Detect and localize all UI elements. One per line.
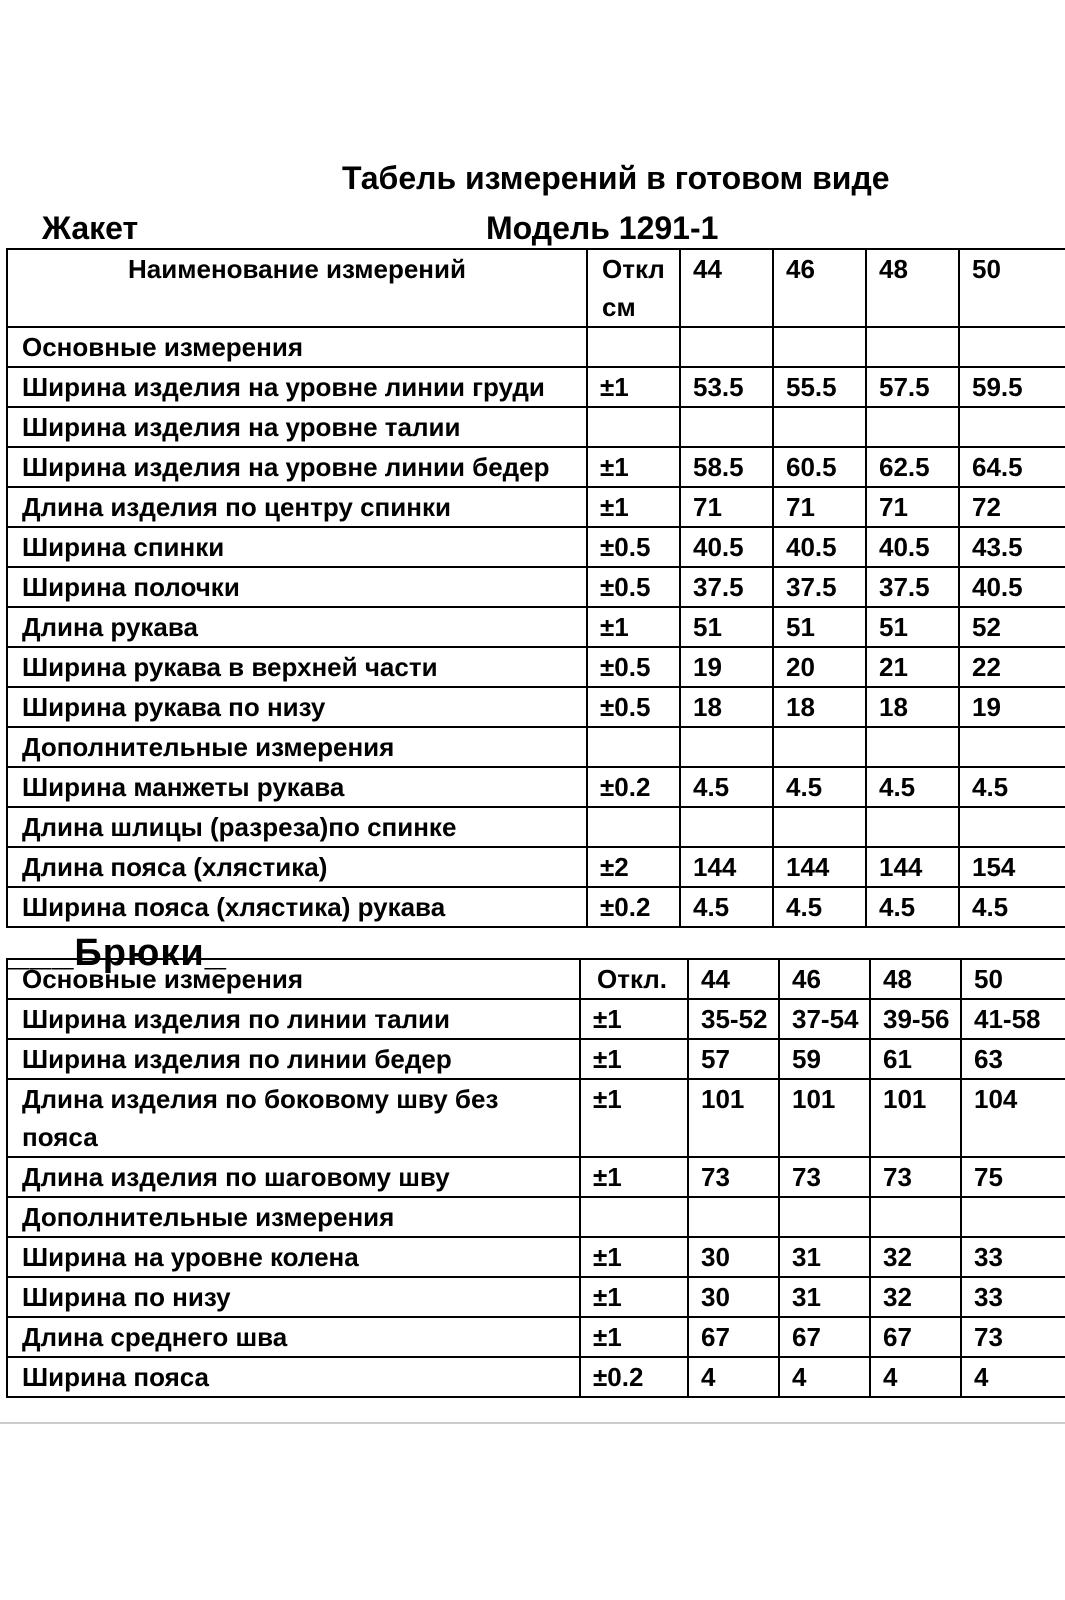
tolerance-cell: ±1 — [580, 1317, 688, 1357]
measurement-name-cell: Ширина изделия по линии талии — [7, 999, 580, 1039]
size-50-cell: 19 — [959, 687, 1065, 727]
size-46-cell — [773, 407, 866, 447]
table-row — [7, 327, 1065, 367]
size-44-cell: 4.5 — [680, 887, 773, 927]
size-46-cell: 31 — [779, 1277, 870, 1317]
table-row — [7, 487, 1065, 527]
column-header-name: Основные измерения — [7, 959, 580, 999]
measurement-name-cell: Ширина рукава по низу — [7, 687, 587, 727]
size-44-cell: 35-52 — [688, 999, 779, 1039]
size-46-cell: 37-54 — [779, 999, 870, 1039]
measurement-name-cell: Длина среднего шва — [7, 1317, 580, 1357]
table-row — [7, 687, 1065, 727]
size-46-cell: 4 — [779, 1357, 870, 1397]
column-header-size-50: 50 — [959, 249, 1065, 327]
size-48-cell: 18 — [866, 687, 959, 727]
size-48-cell — [866, 407, 959, 447]
measurement-name-cell: Дополнительные измерения — [7, 727, 587, 767]
tolerance-cell: ±1 — [580, 999, 688, 1039]
size-44-cell: 101 — [688, 1079, 779, 1157]
table-row — [7, 1237, 1065, 1277]
measurement-name-cell: Длина изделия по шаговому шву — [7, 1157, 580, 1197]
size-48-cell: 67 — [870, 1317, 961, 1357]
size-46-cell: 37.5 — [773, 567, 866, 607]
tolerance-cell: ±0.2 — [580, 1357, 688, 1397]
column-header-size-44: 44 — [680, 249, 773, 327]
size-50-cell: 41-58 — [961, 999, 1065, 1039]
measurement-name-cell: Ширина рукава в верхней части — [7, 647, 587, 687]
size-44-cell — [680, 407, 773, 447]
size-50-cell: 4 — [961, 1357, 1065, 1397]
tolerance-cell — [587, 807, 680, 847]
size-50-cell: 40.5 — [959, 567, 1065, 607]
tolerance-cell: ±1 — [580, 1277, 688, 1317]
size-44-cell: 57 — [688, 1039, 779, 1079]
measurement-name-cell: Ширина изделия на уровне линии груди — [7, 367, 587, 407]
table-row — [7, 1079, 1065, 1157]
table-header-row — [7, 959, 1065, 999]
tolerance-cell: ±0.2 — [587, 767, 680, 807]
size-46-cell: 55.5 — [773, 367, 866, 407]
size-44-cell: 4 — [688, 1357, 779, 1397]
size-44-cell: 53.5 — [680, 367, 773, 407]
size-44-cell: 58.5 — [680, 447, 773, 487]
size-44-cell: 51 — [680, 607, 773, 647]
size-44-cell: 4.5 — [680, 767, 773, 807]
table-row — [7, 527, 1065, 567]
size-50-cell: 154 — [959, 847, 1065, 887]
size-48-cell: 101 — [870, 1079, 961, 1157]
size-50-cell — [959, 327, 1065, 367]
measurement-name-cell: Длина пояса (хлястика) — [7, 847, 587, 887]
measurement-name-cell: Ширина по низу — [7, 1277, 580, 1317]
table-row — [7, 607, 1065, 647]
measurement-name-cell: Ширина изделия на уровне талии — [7, 407, 587, 447]
measurement-name-cell: Ширина спинки — [7, 527, 587, 567]
size-48-cell: 32 — [870, 1237, 961, 1277]
table-row — [7, 1357, 1065, 1397]
model-label: Модель 1291-1 — [486, 210, 719, 246]
tolerance-cell: ±0.5 — [587, 647, 680, 687]
size-48-cell: 144 — [866, 847, 959, 887]
size-48-cell: 4.5 — [866, 767, 959, 807]
size-48-cell: 21 — [866, 647, 959, 687]
size-50-cell: 63 — [961, 1039, 1065, 1079]
size-50-cell: 4.5 — [959, 887, 1065, 927]
size-46-cell: 18 — [773, 687, 866, 727]
trousers-measurement-table — [6, 958, 1065, 1398]
table-row — [7, 1197, 1065, 1237]
measurement-name-cell: Дополнительные измерения — [7, 1197, 580, 1237]
column-header-size-44: 44 — [688, 959, 779, 999]
tolerance-cell — [587, 727, 680, 767]
size-50-cell: 33 — [961, 1237, 1065, 1277]
table-row — [7, 1317, 1065, 1357]
size-46-cell: 73 — [779, 1157, 870, 1197]
measurement-name-cell: Основные измерения — [7, 327, 587, 367]
size-50-cell: 33 — [961, 1277, 1065, 1317]
tolerance-cell: ±1 — [580, 1157, 688, 1197]
size-48-cell: 4 — [870, 1357, 961, 1397]
table-row — [7, 1277, 1065, 1317]
tolerance-cell: ±0.5 — [587, 687, 680, 727]
size-50-cell — [959, 727, 1065, 767]
size-44-cell: 67 — [688, 1317, 779, 1357]
size-48-cell: 73 — [870, 1157, 961, 1197]
size-46-cell — [773, 327, 866, 367]
tolerance-cell: ±1 — [587, 447, 680, 487]
jacket-measurement-table — [6, 248, 1065, 928]
size-46-cell: 101 — [779, 1079, 870, 1157]
tolerance-cell: ±1 — [580, 1079, 688, 1157]
size-50-cell — [959, 407, 1065, 447]
size-48-cell: 40.5 — [866, 527, 959, 567]
size-46-cell: 51 — [773, 607, 866, 647]
size-46-cell: 59 — [779, 1039, 870, 1079]
size-44-cell — [680, 327, 773, 367]
measurement-name-cell: Ширина изделия по линии бедер — [7, 1039, 580, 1079]
tolerance-cell — [580, 1197, 688, 1237]
tolerance-cell — [587, 327, 680, 367]
tolerance-cell: ±1 — [587, 367, 680, 407]
size-44-cell — [688, 1197, 779, 1237]
tolerance-cell: ±1 — [580, 1237, 688, 1277]
size-44-cell: 144 — [680, 847, 773, 887]
column-header-size-46: 46 — [779, 959, 870, 999]
tolerance-cell: ±1 — [587, 487, 680, 527]
size-48-cell: 61 — [870, 1039, 961, 1079]
size-48-cell — [866, 327, 959, 367]
size-44-cell: 73 — [688, 1157, 779, 1197]
size-48-cell — [870, 1197, 961, 1237]
column-header-name: Наименование измерений — [7, 249, 587, 327]
tolerance-cell — [587, 407, 680, 447]
size-50-cell: 52 — [959, 607, 1065, 647]
size-44-cell: 18 — [680, 687, 773, 727]
size-46-cell: 67 — [779, 1317, 870, 1357]
size-44-cell: 19 — [680, 647, 773, 687]
tolerance-cell: ±0.5 — [587, 527, 680, 567]
measurement-name-cell: Ширина на уровне колена — [7, 1237, 580, 1277]
size-48-cell: 32 — [870, 1277, 961, 1317]
size-50-cell — [959, 807, 1065, 847]
size-46-cell: 4.5 — [773, 767, 866, 807]
measurement-name-cell: Ширина манжеты рукава — [7, 767, 587, 807]
column-header-size-50: 50 — [961, 959, 1065, 999]
size-46-cell: 40.5 — [773, 527, 866, 567]
size-44-cell: 30 — [688, 1237, 779, 1277]
size-48-cell: 51 — [866, 607, 959, 647]
column-header-tolerance: Откл см — [587, 249, 680, 327]
size-48-cell — [866, 727, 959, 767]
page-title: Табель измерений в готовом виде — [342, 160, 890, 196]
size-48-cell: 4.5 — [866, 887, 959, 927]
trousers-label: ___Брюки_ — [8, 932, 227, 974]
size-48-cell: 37.5 — [866, 567, 959, 607]
size-44-cell — [680, 727, 773, 767]
measurement-name-cell: Ширина пояса (хлястика) рукава — [7, 887, 587, 927]
size-46-cell: 4.5 — [773, 887, 866, 927]
measurement-name-cell: Ширина изделия на уровне линии бедер — [7, 447, 587, 487]
measurement-name-cell: Длина рукава — [7, 607, 587, 647]
table-row — [7, 767, 1065, 807]
measurement-name-cell: Длина изделия по боковому шву без пояса — [7, 1079, 580, 1157]
size-50-cell: 43.5 — [959, 527, 1065, 567]
size-50-cell: 104 — [961, 1079, 1065, 1157]
table-row — [7, 1157, 1065, 1197]
table-row — [7, 887, 1065, 927]
measurement-name-cell: Ширина пояса — [7, 1357, 580, 1397]
size-44-cell: 71 — [680, 487, 773, 527]
size-50-cell: 59.5 — [959, 367, 1065, 407]
table-row — [7, 407, 1065, 447]
garment-label: Жакет — [42, 210, 139, 246]
table-row — [7, 447, 1065, 487]
column-header-size-48: 48 — [870, 959, 961, 999]
size-48-cell: 39-56 — [870, 999, 961, 1039]
size-44-cell — [680, 807, 773, 847]
size-44-cell: 30 — [688, 1277, 779, 1317]
size-48-cell — [866, 807, 959, 847]
table-row — [7, 847, 1065, 887]
table-row — [7, 999, 1065, 1039]
column-header-size-46: 46 — [773, 249, 866, 327]
tolerance-cell: ±1 — [580, 1039, 688, 1079]
table-row — [7, 727, 1065, 767]
table-row — [7, 647, 1065, 687]
size-44-cell: 40.5 — [680, 527, 773, 567]
size-46-cell — [773, 727, 866, 767]
size-50-cell: 22 — [959, 647, 1065, 687]
size-50-cell: 64.5 — [959, 447, 1065, 487]
size-44-cell: 37.5 — [680, 567, 773, 607]
tolerance-cell: ±1 — [587, 607, 680, 647]
table-row — [7, 1039, 1065, 1079]
table-header-row — [7, 249, 1065, 327]
column-header-tolerance: Откл. — [580, 959, 688, 999]
size-46-cell: 144 — [773, 847, 866, 887]
size-50-cell: 73 — [961, 1317, 1065, 1357]
size-48-cell: 71 — [866, 487, 959, 527]
tolerance-cell: ±0.2 — [587, 887, 680, 927]
size-48-cell: 57.5 — [866, 367, 959, 407]
measurement-name-cell: Ширина полочки — [7, 567, 587, 607]
column-header-size-48: 48 — [866, 249, 959, 327]
size-50-cell: 72 — [959, 487, 1065, 527]
size-46-cell — [773, 807, 866, 847]
page-divider — [0, 1422, 1065, 1424]
size-46-cell: 60.5 — [773, 447, 866, 487]
measurement-name-cell: Длина шлицы (разреза)по спинке — [7, 807, 587, 847]
size-50-cell: 75 — [961, 1157, 1065, 1197]
size-50-cell — [961, 1197, 1065, 1237]
tolerance-cell: ±0.5 — [587, 567, 680, 607]
size-46-cell: 31 — [779, 1237, 870, 1277]
size-46-cell: 20 — [773, 647, 866, 687]
size-46-cell: 71 — [773, 487, 866, 527]
tolerance-cell: ±2 — [587, 847, 680, 887]
table-row — [7, 807, 1065, 847]
table-row — [7, 367, 1065, 407]
measurement-name-cell: Длина изделия по центру спинки — [7, 487, 587, 527]
size-46-cell — [779, 1197, 870, 1237]
table-row — [7, 567, 1065, 607]
size-48-cell: 62.5 — [866, 447, 959, 487]
size-50-cell: 4.5 — [959, 767, 1065, 807]
